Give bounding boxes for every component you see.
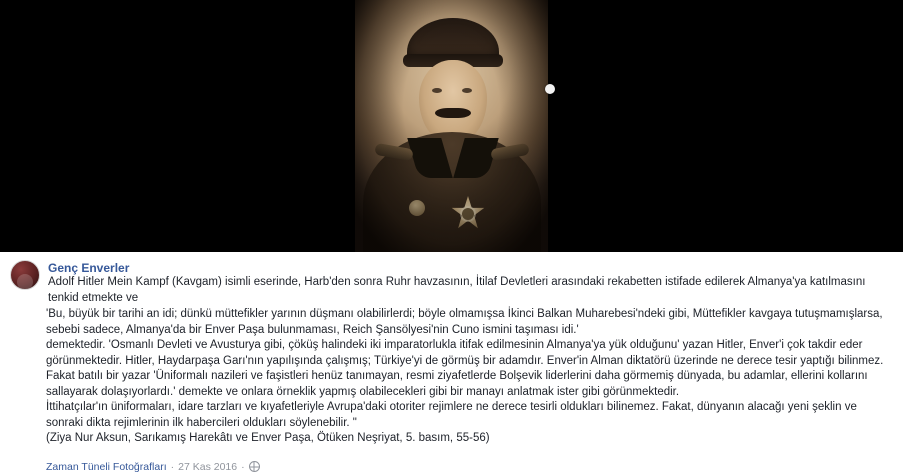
portrait-photo[interactable] bbox=[355, 0, 548, 252]
avatar[interactable] bbox=[10, 260, 40, 290]
post-paragraph-4: İttihatçılar'ın üniformaları, idare tarzları ve kıyafetleriyle Avrupa'daki otoriter rejimlere ne derece tesirli oldukları bilinemez. Fakat, dünyanın alacağı yeni şeklin ve sonraki dikta rejimlerinin ilk habercileri oldukları söylenebilir. " bbox=[46, 401, 857, 429]
post-paragraph-3: demektedir. 'Osmanlı Devleti ve Avusturya gibi, çöküş halindeki iki imparatorlukla itifak edilmesinin Almanya'ya yük olduğunu' yazan Hitler, Enver'i çok takdir eder görünmektedir. Hitler, Haydarpaşa Garı'nın yapılışında çalışmış; Türkiye'yi de görmüş bir adamdır. Enver'in Alman diktatörü üzerinde ne derece tesir yaptığı bilinmez. Fakat batılı bir yazar 'Üniformalı nazileri ve faşistleri henüz tanımayan, resmi ziyafetlerde Bolşevik liderlerini daha görmemiş dünyada, bu adamlar, ellerini kollarını sallayarak dolaşıyorlardı.' demekte ve onlara örneklik yapmış olabilecekleri gibi bir manayı anlatmak ister gibi görünmektedir. bbox=[46, 339, 884, 398]
post-body bbox=[46, 307, 893, 447]
post-header bbox=[10, 260, 893, 306]
meta-separator: · bbox=[170, 460, 175, 473]
post-timestamp[interactable]: 27 Kas 2016 bbox=[178, 460, 238, 473]
portrait-vignette bbox=[355, 0, 548, 252]
album-link[interactable]: Zaman Tüneli Fotoğrafları bbox=[46, 460, 167, 473]
post-header-text bbox=[48, 260, 893, 306]
post-meta bbox=[46, 461, 893, 473]
cursor-dot-icon bbox=[545, 84, 555, 94]
post-container bbox=[0, 252, 903, 473]
post-paragraph-1: Adolf Hitler Mein Kampf (Kavgam) isimli eserinde, Harb'den sonra Ruhr havzasının, İtilaf Devletleri arasındaki rekabetten istifade edilerek Almanya'ya katılmasını tenkid etmekte ve bbox=[48, 276, 866, 304]
meta-separator-2: · bbox=[241, 460, 245, 473]
page-name-link[interactable]: Genç Enverler bbox=[48, 261, 130, 275]
globe-icon[interactable] bbox=[249, 461, 260, 472]
post-paragraph-2: 'Bu, büyük bir tarihi an idi; dünkü müttefikler yarının düşmanı olabilirlerdi; böyle olmamışsa İkinci Balkan Muharebesi'ndeki gibi, Müttefikler kavgaya tutuşmamışlarsa, sebebi sadece, Almanya'da bir Enver Paşa bulunmaması, Reich Şansölyesi'nin Cuno ismini taşıması idi.' bbox=[46, 308, 883, 336]
post-paragraph-5: (Ziya Nur Aksun, Sarıkamış Harekâtı ve Enver Paşa, Ötüken Neşriyat, 5. basım, 55-56) bbox=[46, 432, 490, 444]
